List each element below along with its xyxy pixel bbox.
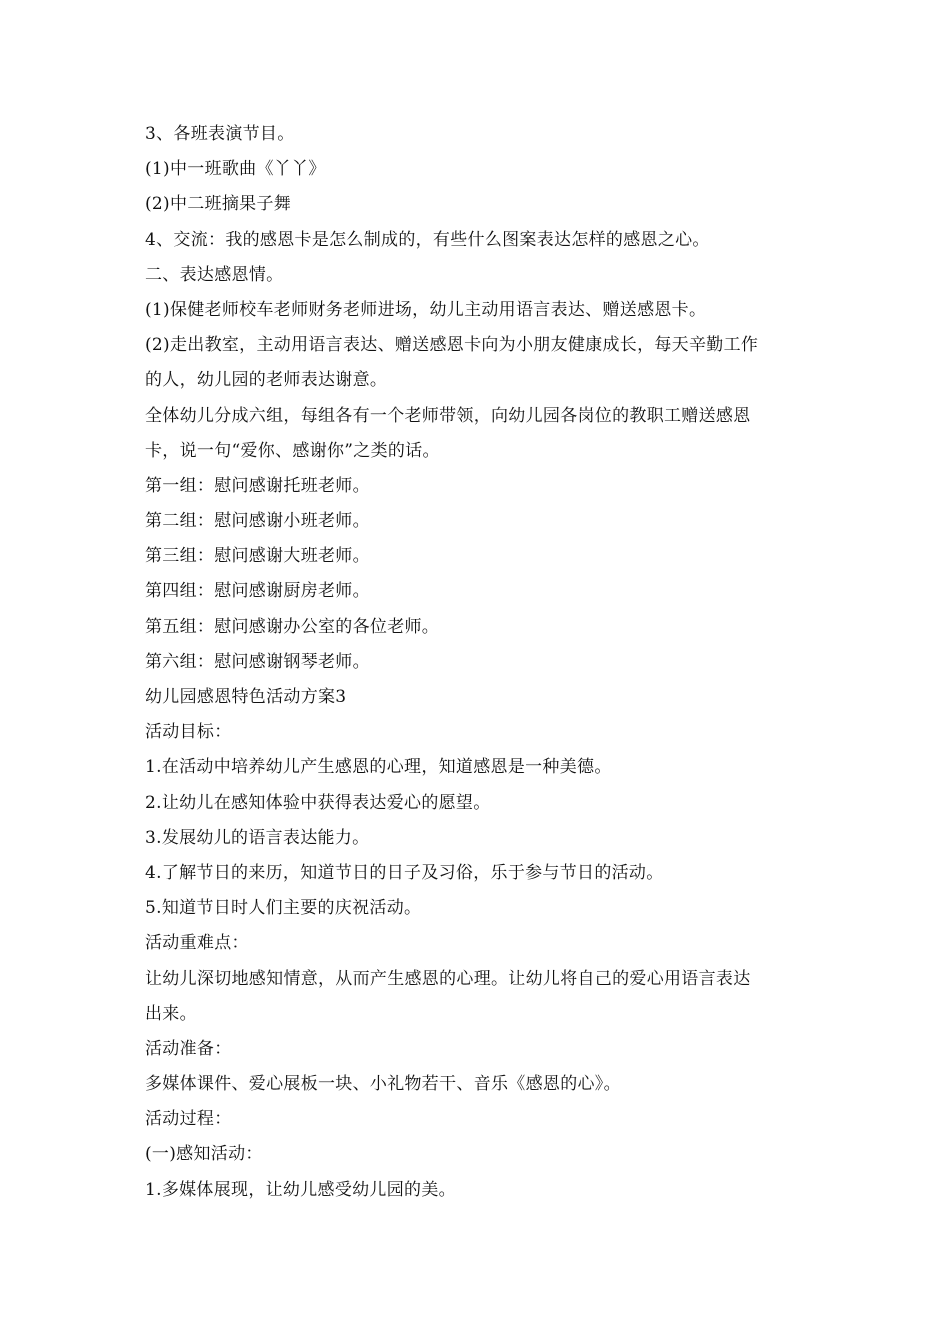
- text-line: 4、交流：我的感恩卡是怎么制成的，有些什么图案表达怎样的感恩之心。: [145, 229, 710, 250]
- group-item: 第一组：慰问感谢托班老师。: [145, 475, 370, 496]
- plan-title: 幼儿园感恩特色活动方案3: [145, 687, 347, 707]
- text-line: 全体幼儿分成六组，每组各有一个老师带领，向幼儿园各岗位的教职工赠送感恩: [145, 405, 751, 426]
- list-item: 1.在活动中培养幼儿产生感恩的心理，知道感恩是一种美德。: [145, 757, 612, 778]
- list-item: 5.知道节日时人们主要的庆祝活动。: [145, 898, 422, 919]
- section-heading: 活动过程：: [145, 1109, 232, 1130]
- text-line: 卡，说一句“爱你、感谢你”之类的话。: [145, 440, 440, 461]
- text-line: (1)中一班歌曲《丫丫》: [145, 159, 326, 180]
- list-item: 3.发展幼儿的语言表达能力。: [145, 827, 370, 848]
- list-item: 4.了解节日的来历，知道节日的日子及习俗，乐于参与节日的活动。: [145, 862, 664, 883]
- text-line: 让幼儿深切地感知情意，从而产生感恩的心理。让幼儿将自己的爱心用语言表达: [145, 968, 751, 989]
- subsection-heading: (一)感知活动：: [145, 1144, 263, 1165]
- text-line: (1)保健老师校车老师财务老师进场，幼儿主动用语言表达、赠送感恩卡。: [145, 299, 707, 320]
- group-item: 第四组：慰问感谢厨房老师。: [145, 581, 370, 602]
- section-heading: 活动重难点：: [145, 933, 249, 954]
- list-item: 2.让幼儿在感知体验中获得表达爱心的愿望。: [145, 792, 491, 813]
- section-heading: 活动目标：: [145, 722, 232, 743]
- text-line: 多媒体课件、爱心展板一块、小礼物若干、音乐《感恩的心》。: [145, 1074, 621, 1095]
- text-line: 3、各班表演节目。: [145, 124, 295, 144]
- group-item: 第五组：慰问感谢办公室的各位老师。: [145, 616, 440, 637]
- text-line: (2)走出教室，主动用语言表达、赠送感恩卡向为小朋友健康成长，每天辛勤工作: [145, 335, 759, 356]
- section-heading: 活动准备：: [145, 1038, 232, 1059]
- group-item: 第六组：慰问感谢钢琴老师。: [145, 651, 370, 672]
- group-item: 第二组：慰问感谢小班老师。: [145, 511, 370, 532]
- list-item: 1.多媒体展现，让幼儿感受幼儿园的美。: [145, 1179, 456, 1200]
- text-line: (2)中二班摘果子舞: [145, 194, 292, 215]
- section-heading: 二、表达感恩情。: [145, 264, 284, 285]
- text-line: 出来。: [145, 1003, 197, 1024]
- group-item: 第三组：慰问感谢大班老师。: [145, 546, 370, 567]
- document-body: [145, 117, 810, 1208]
- text-line: 的人，幼儿园的老师表达谢意。: [145, 370, 388, 391]
